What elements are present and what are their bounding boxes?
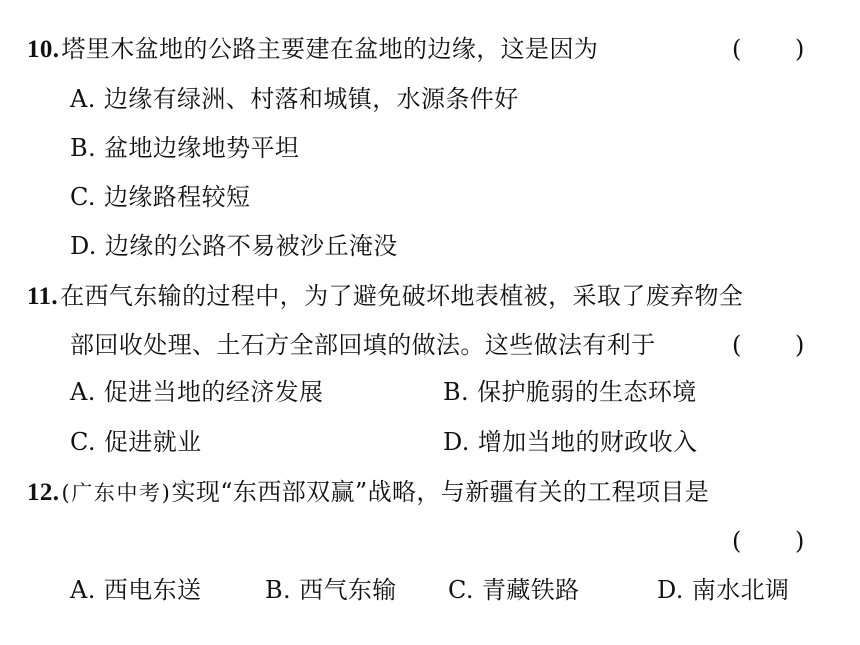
question-10-text: 塔里木盆地的公路主要建在盆地的边缘，这是因为 xyxy=(61,35,599,63)
question-12-answer-brackets: ( ) xyxy=(732,527,805,555)
question-12-option-c: C. 青藏铁路 xyxy=(448,576,580,604)
question-12-text: 实现“东西部双赢”战略，与新疆有关的工程项目是 xyxy=(171,478,710,506)
question-11-number: 11. xyxy=(27,283,59,310)
question-10-option-c: C. 边缘路程较短 xyxy=(70,183,251,211)
question-11-answer-brackets: ( ) xyxy=(732,331,805,359)
question-11-stem-line2: 部回收处理、土石方全部回填的做法。这些做法有利于 xyxy=(70,331,656,359)
question-11-option-b: B. 保护脆弱的生态环境 xyxy=(443,378,697,406)
question-11-text-line1: 在西气东输的过程中，为了避免破坏地表植被，采取了废弃物全 xyxy=(60,282,744,310)
question-10-answer-brackets: ( ) xyxy=(732,35,805,63)
question-12-option-d: D. 南水北调 xyxy=(657,576,790,604)
question-11-option-c: C. 促进就业 xyxy=(70,428,202,456)
question-12-stem xyxy=(27,478,709,507)
question-10-option-a: A. 边缘有绿洲、村落和城镇，水源条件好 xyxy=(70,85,519,113)
question-11-option-d: D. 增加当地的财政收入 xyxy=(443,428,698,456)
question-12-option-b: B. 西气东输 xyxy=(265,576,397,604)
question-12-number: 12. xyxy=(27,479,60,506)
question-12-source: (广东中考) xyxy=(61,481,172,505)
question-11-option-a: A. 促进当地的经济发展 xyxy=(70,378,324,406)
question-10-stem xyxy=(27,35,598,64)
question-11-stem-line1 xyxy=(27,282,743,311)
question-10-number: 10. xyxy=(27,36,60,63)
question-10-option-b: B. 盆地边缘地势平坦 xyxy=(70,134,300,162)
question-12-option-a: A. 西电东送 xyxy=(70,576,202,604)
question-10-option-d: D. 边缘的公路不易被沙丘淹没 xyxy=(70,232,398,260)
